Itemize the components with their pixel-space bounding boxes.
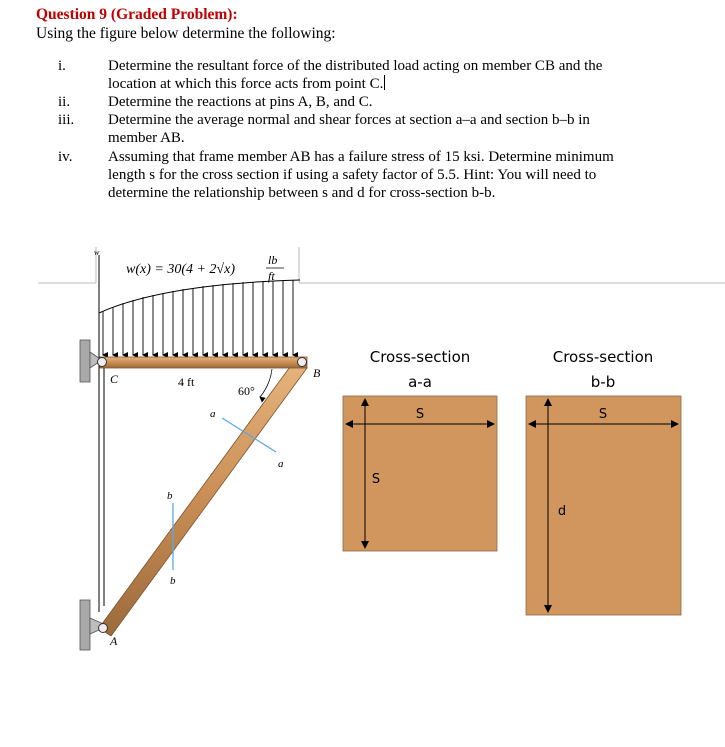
distributed-load-curve	[99, 280, 300, 313]
item-number: ii.	[58, 94, 71, 110]
item-text: Assuming that frame member AB has a failure stress of 15 ksi. Determine minimum length s for the cross section if using a safety factor of 5.5. Hint: You will need to determine the relationship between s and d for cross-section b-b.	[108, 149, 614, 201]
item-number: i.	[58, 58, 66, 74]
load-unit-denominator: ft	[268, 269, 275, 283]
pin-c	[98, 358, 107, 367]
cross-section-bb-shape	[526, 396, 681, 615]
point-c-label: C	[110, 372, 119, 386]
member-cb	[100, 357, 307, 368]
length-label: 4 ft	[178, 375, 195, 389]
pin-b	[298, 358, 307, 367]
item-number: iv.	[58, 149, 73, 165]
item-text: Determine the resultant force of the distributed load acting on member CB and the location at which this force acts from point C.	[108, 58, 603, 92]
cross-section-bb-title: Cross-section	[552, 348, 654, 366]
load-unit-numerator: lb	[268, 253, 278, 267]
cross-section-aa-subtitle: a-a	[408, 373, 432, 391]
cross-section-bb-width-label: S	[598, 407, 608, 422]
angle-label: 60°	[238, 384, 255, 398]
cross-section-aa-title: Cross-section	[369, 348, 471, 366]
item-number: iii.	[58, 112, 75, 128]
pin-a	[99, 624, 108, 633]
question-intro: Using the figure below determine the following:	[36, 25, 336, 42]
point-a-label: A	[110, 634, 118, 648]
section-a-top-label: a	[210, 408, 216, 420]
point-b-label: B	[313, 366, 321, 380]
cross-section-bb-subtitle: b-b	[590, 373, 616, 391]
cross-section-aa-height-label: S	[371, 472, 381, 487]
cross-section-aa-width-label: S	[415, 407, 425, 422]
section-b-top-label: b	[167, 490, 173, 502]
section-a-bottom-label: a	[278, 458, 284, 470]
load-equation: w(x) = 30(4 + 2√x)	[126, 262, 235, 277]
question-title: Question 9 (Graded Problem):	[36, 6, 238, 23]
section-b-bottom-label: b	[170, 575, 176, 587]
distributed-load-arrows	[103, 280, 293, 355]
angle-arc	[260, 369, 272, 397]
item-text: Determine the average normal and shear forces at section a–a and section b–b in member AB.	[108, 112, 590, 146]
w-axis-label: w	[94, 248, 100, 257]
cross-section-bb-height-label: d	[557, 504, 567, 519]
item-text: Determine the reactions at pins A, B, and C.	[108, 94, 373, 110]
member-ab	[99, 360, 307, 636]
